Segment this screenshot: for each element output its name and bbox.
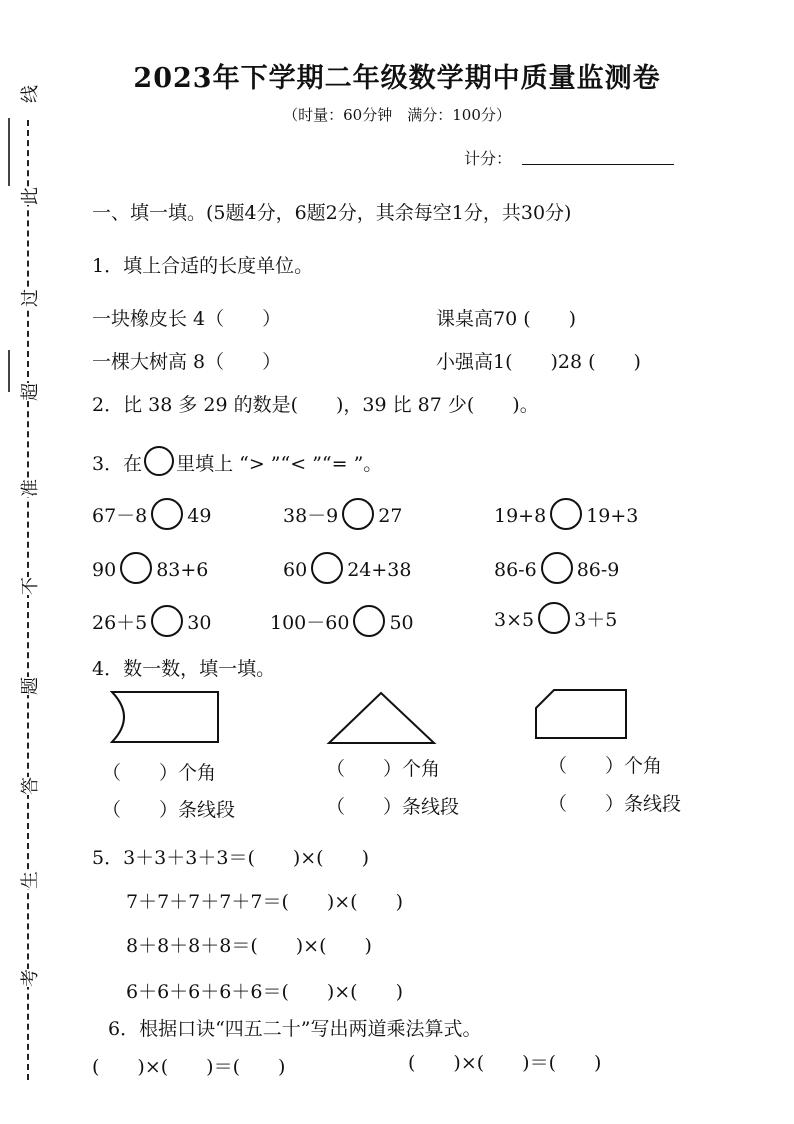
margin-char: 超 [20, 383, 41, 401]
compare-item: 26＋5 30 [92, 605, 211, 637]
shape-cut-corner-rectangle [534, 686, 630, 742]
question-3-post: 里填上 “> ”“< ”“= ”。 [176, 453, 383, 475]
compare-item: 38－9 27 [283, 498, 402, 530]
shape-angle-answer: （ ）个角 [548, 755, 663, 777]
compare-circle[interactable] [353, 605, 385, 637]
compare-item: 90 83+6 [92, 552, 208, 584]
margin-bar [8, 350, 10, 392]
question-1-item: 小强高1( )28 ( ) [436, 351, 641, 373]
shape-segment-answer: （ ）条线段 [548, 793, 682, 815]
compare-circle[interactable] [120, 552, 152, 584]
compare-item: 67－8 49 [92, 498, 211, 530]
question-4-title: 4．数一数，填一填。 [92, 658, 276, 680]
question-5-line: 5．3＋3＋3＋3＝( )×( ) [92, 847, 370, 869]
score-field-line[interactable] [522, 164, 674, 165]
margin-char: 准 [20, 479, 41, 497]
shape-angle-answer: （ ）个角 [326, 758, 441, 780]
margin-char: 不 [20, 577, 41, 595]
question-5-line: 6＋6＋6＋6＋6＝( )×( ) [126, 981, 404, 1003]
compare-item: 86-6 86-9 [494, 552, 619, 584]
compare-item: 100－60 50 [270, 605, 414, 637]
score-label: 计分： [464, 149, 513, 168]
question-5-line: 7＋7＋7＋7＋7＝( )×( ) [126, 891, 404, 913]
shape-segment-answer: （ ）条线段 [102, 799, 236, 821]
page-subtitle: （时量：60分钟 满分：100分） [283, 106, 511, 124]
question-2: 2．比 38 多 29 的数是( )，39 比 87 少( )。 [92, 394, 539, 416]
margin-dashed-line [27, 120, 29, 1080]
circle-icon [144, 446, 174, 476]
compare-circle[interactable] [550, 498, 582, 530]
compare-circle[interactable] [342, 498, 374, 530]
compare-circle[interactable] [538, 602, 570, 634]
shape-notched-rectangle [110, 690, 222, 746]
compare-circle[interactable] [151, 498, 183, 530]
question-3-pre: 3．在 [92, 453, 143, 475]
shape-triangle [326, 690, 438, 746]
question-6-equation: ( )×( )＝( ) [92, 1056, 286, 1078]
margin-bar [8, 118, 10, 186]
margin-char: 此 [20, 187, 41, 205]
shape-segment-answer: （ ）条线段 [326, 796, 460, 818]
question-5-line: 8＋8＋8＋8＝( )×( ) [126, 935, 372, 957]
compare-item: 60 24+38 [283, 552, 411, 584]
question-1-title: 1．填上合适的长度单位。 [92, 255, 314, 277]
question-1-item: 课桌高70 ( ) [436, 308, 577, 330]
margin-char: 线 [20, 85, 41, 103]
compare-circle[interactable] [151, 605, 183, 637]
question-3-title [92, 446, 382, 476]
compare-circle[interactable] [541, 552, 573, 584]
margin-char: 题 [20, 677, 41, 695]
page-title: 2023年下学期二年级数学期中质量监测卷 [133, 63, 661, 94]
question-1-item: 一棵大树高 8（ ） [92, 351, 282, 373]
margin-char: 生 [20, 871, 41, 889]
shape-angle-answer: （ ）个角 [102, 762, 217, 784]
question-6-equation: ( )×( )＝( ) [408, 1052, 602, 1074]
margin-char: 过 [20, 289, 41, 307]
margin-char: 考 [20, 969, 41, 987]
compare-item: 3×5 3＋5 [494, 602, 617, 634]
question-6-title: 6．根据口诀“四五二十”写出两道乘法算式。 [108, 1018, 482, 1040]
question-1-item: 一块橡皮长 4（ ） [92, 308, 282, 330]
compare-item: 19+8 19+3 [494, 498, 638, 530]
margin-char: 答 [20, 777, 41, 795]
compare-circle[interactable] [311, 552, 343, 584]
section-heading: 一、填一填。(5题4分，6题2分，其余每空1分，共30分) [92, 202, 572, 224]
